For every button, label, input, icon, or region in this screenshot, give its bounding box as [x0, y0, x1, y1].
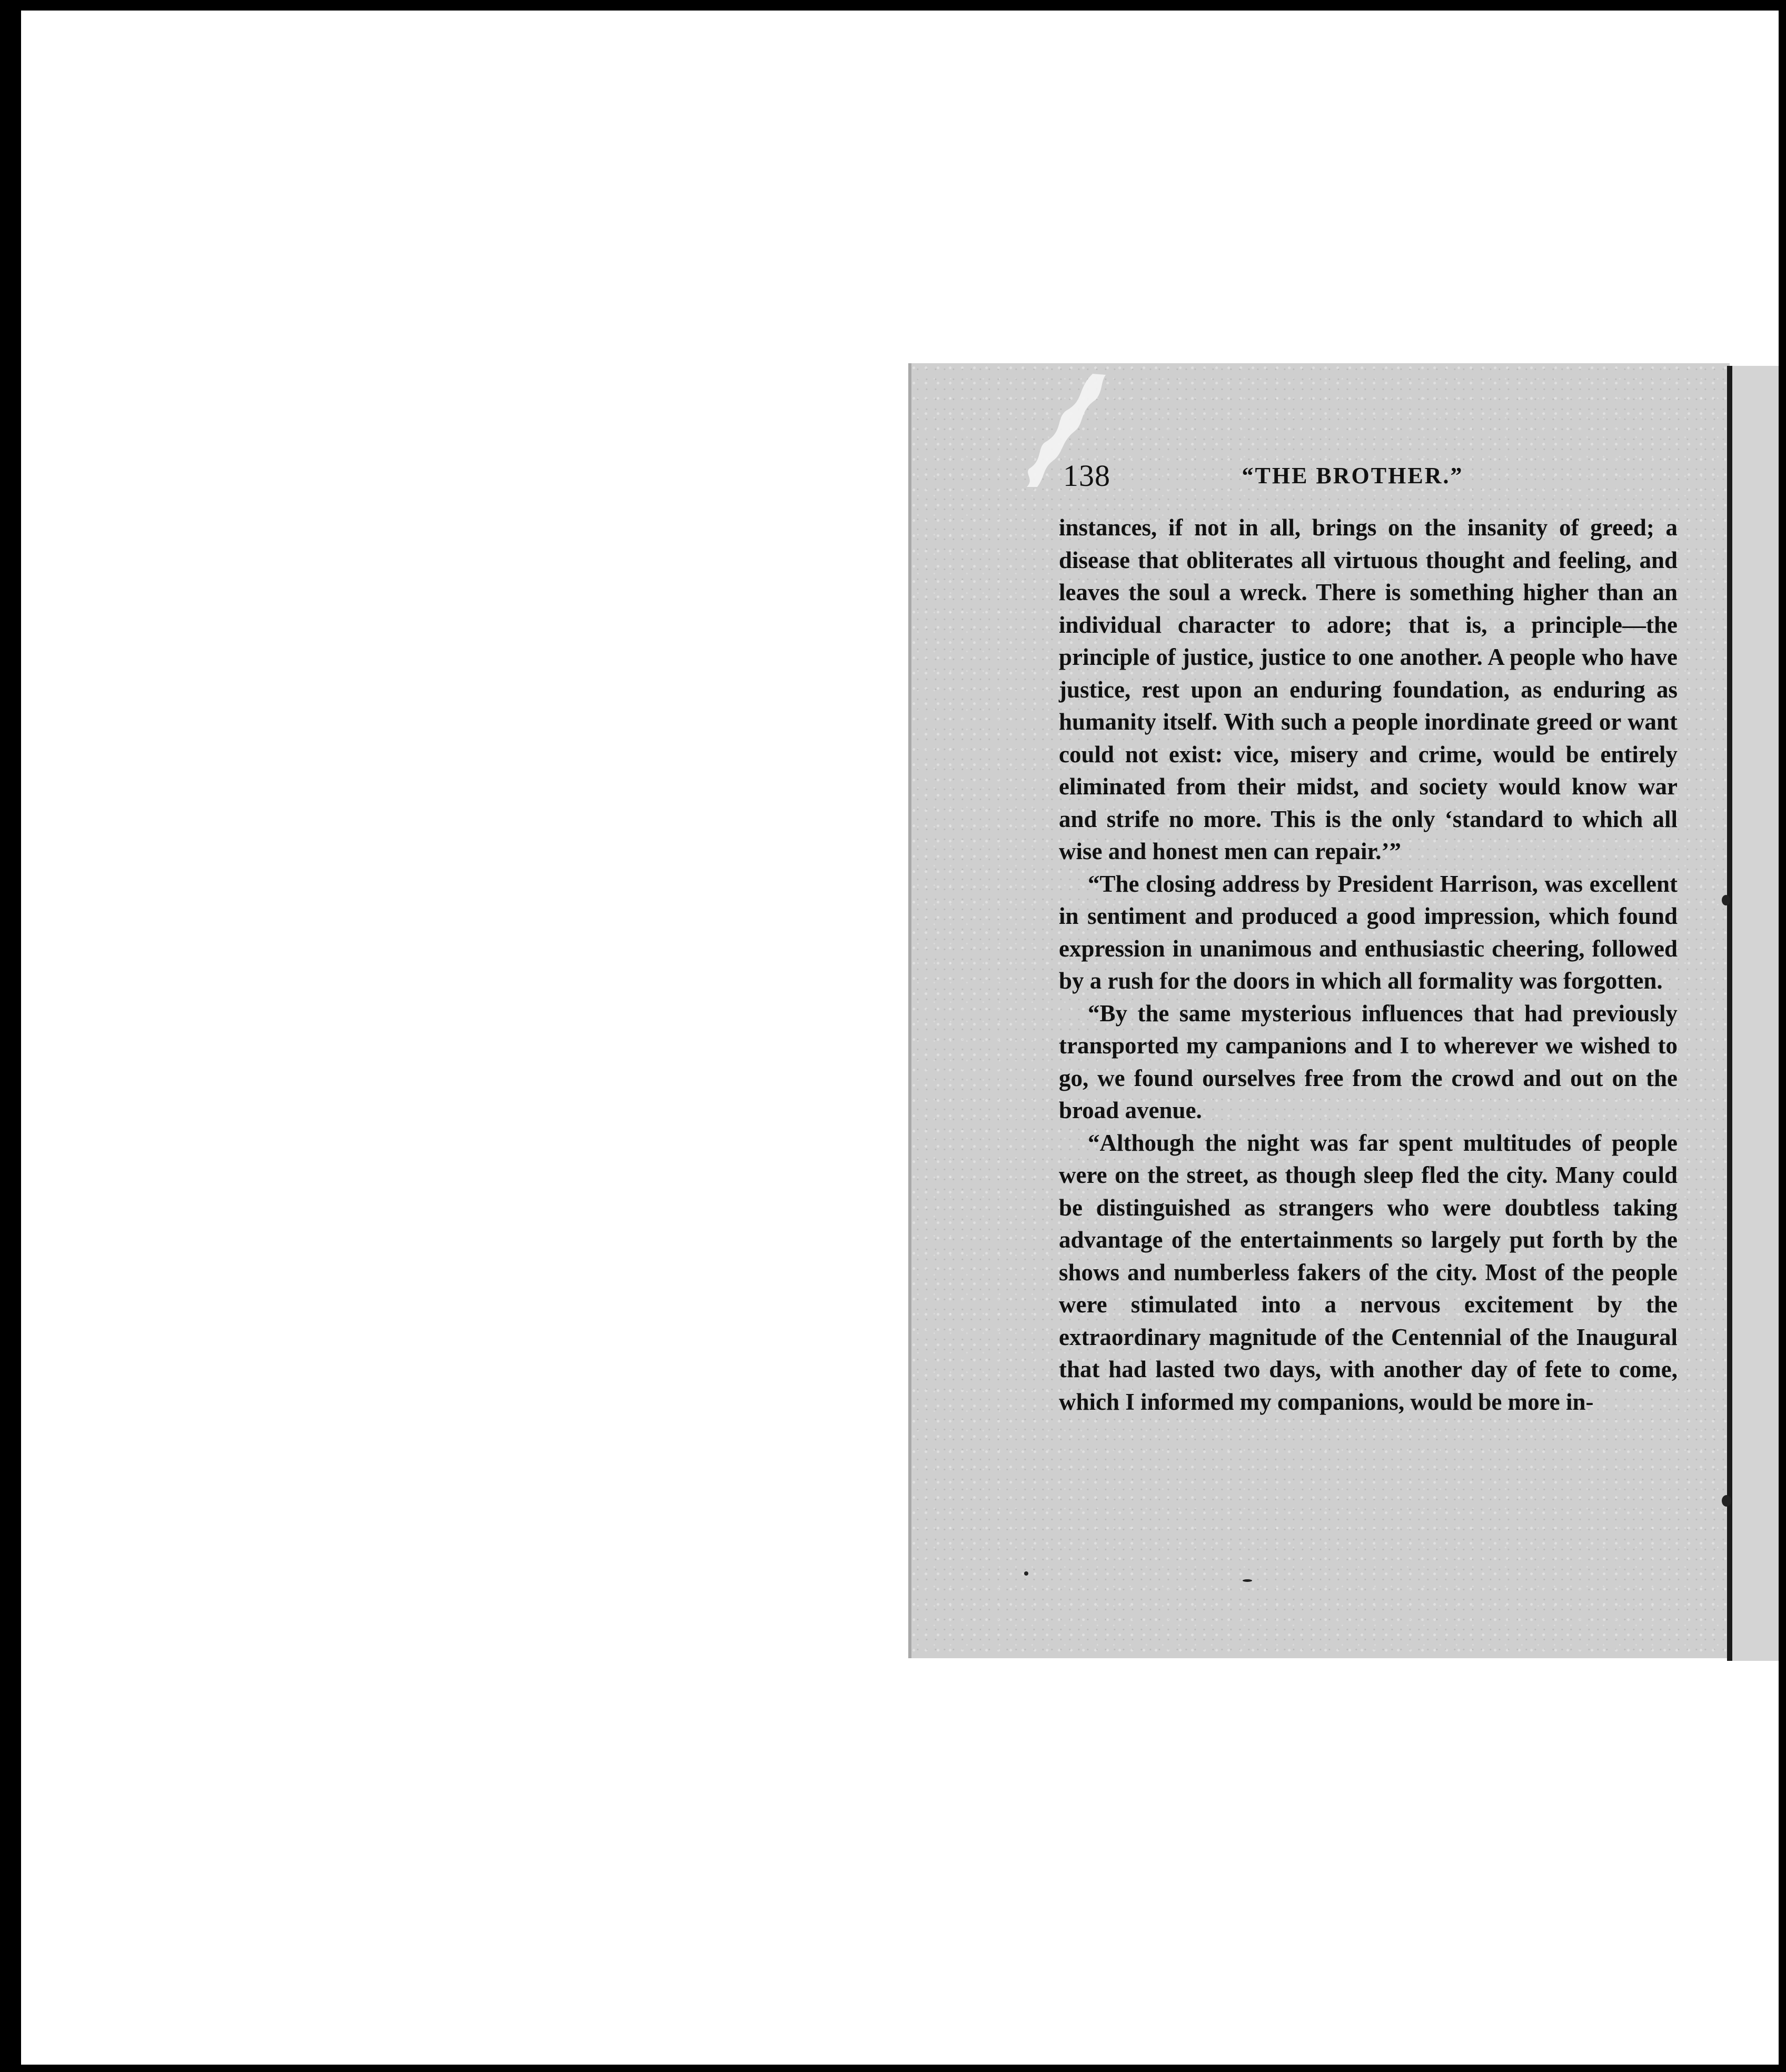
paragraph-2: “The closing address by President Harrison, was excellent in sentiment and produced a good impression, which found expression in unanimous and enthusiastic cheering, followed by a rush for the doors in which all formality was forgotten. — [1059, 870, 1678, 994]
paragraph-4: “Although the night was far spent multitudes of people were on the street, as though sleep fled the city. Many could be distinguished as strangers who were doubtless taking advantage of the entertainments so largely put forth by the shows and numberless fakers of the city. Most of the people were stimulated into a nervous excitement by the extraordinary magnitude of the Centennial of the Inaugural that had lasted two days, with another day of fete to come, which I informed my companions, would be more in- — [1059, 1129, 1678, 1415]
page-number: 138 — [1063, 459, 1110, 493]
paragraph-1: instances, if not in all, brings on the insanity of greed; a disease that obliterates all virtuous thought and feeling, and leaves the soul a wreck. There is something higher than an individual character to adore; that is, a principle—the principle of justice, justice to one another. A people who have justice, rest upon an enduring foundation, as enduring as humanity itself. With such a people inordinate greed or want could not exist: vice, misery and crime, would be entirely eliminated from their midst, and society would know war and strife no more. This is the only ‘standard to which all wise and honest men can repair.’” — [1059, 514, 1678, 864]
dust-speck — [1024, 1571, 1028, 1576]
running-head — [1063, 458, 1721, 500]
paragraph-3: “By the same mysterious influences that had previously transported my campanions and I to wherever we wished to go, we found ourselves free from the crowd and out on the broad avenue. — [1059, 1000, 1678, 1123]
book-page — [908, 363, 1730, 1658]
dust-speck — [1722, 895, 1730, 905]
dust-speck — [1243, 1579, 1252, 1582]
dust-speck — [1722, 1495, 1731, 1507]
body-text — [1059, 512, 1678, 1418]
film-edge — [0, 0, 21, 2072]
paper-tear-mark — [1014, 368, 1108, 490]
facing-page-edge — [1727, 366, 1786, 1661]
running-title: “THE BROTHER.” — [1242, 463, 1464, 489]
